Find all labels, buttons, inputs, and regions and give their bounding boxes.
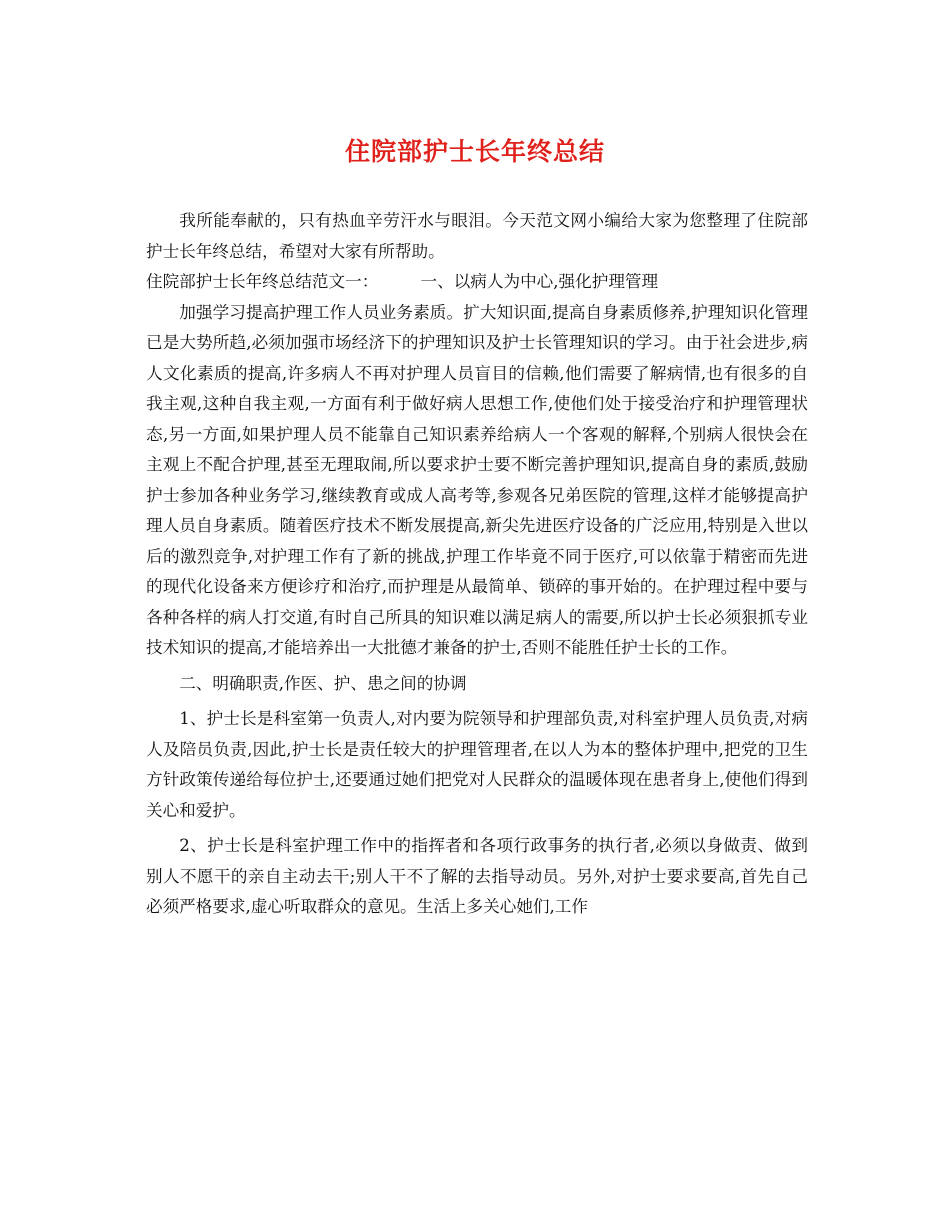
document-body [146,206,808,923]
document-title: 住院部护士长年终总结 [344,137,605,166]
section-1-heading: 一、以病人为中心,强化护理管理 [420,272,659,291]
sample-heading-line [146,267,808,298]
list-item-1: 1、护士长是科室第一负责人,对内要为院领导和护理部负责,对科室护理人员负责,对病人及陪员负责,因此,护士长是责任较大的护理管理者,在以人为本的整体护理中,把党的卫生方针政策传递给每位护士,还要通过她们把党对人民群众的温暖体现在患者身上,使他们得到关心和爱护。 [146,709,808,820]
list-item-2: 2、护士长是科室护理工作中的指挥者和各项行政事务的执行者,必须以身做责、做到别人不愿干的亲自主动去干;别人干不了解的去指导动员。另外,对护士要求要高,首先自己必须严格要求,虚心听取群众的意见。生活上多关心她们,工作 [146,836,808,916]
sample-label: 住院部护士长年终总结范文一： [146,272,379,291]
paragraph-1: 加强学习提高护理工作人员业务素质。扩大知识面,提高自身素质修养,护理知识化管理已是大势所趋,必须加强市场经济下的护理知识及护士长管理知识的学习。由于社会进步,病人文化素质的提高,许多病人不再对护理人员盲目的信赖,他们需要了解病情,也有很多的自我主观,这种自我主观,一方面有利于做好病人思想工作,使他们处于接受治疗和护理管理状态,另一方面,如果护理人员不能靠自己知识素养给病人一个客观的解释,个别病人很快会在主观上不配合护理,甚至无理取闹,所以要求护士要不断完善护理知识,提高自身的素质,鼓励护士参加各种业务学习,继续教育或成人高考等,参观各兄弟医院的管理,这样才能够提高护理人员自身素质。随着医疗技术不断发展提高,新尖先进医疗设备的广泛应用,特别是入世以后的激烈竞争,对护理工作有了新的挑战,护理工作毕竟不同于医疗,可以依靠于精密而先进的现代化设备来方便诊疗和治疗,而护理是从最简单、锁碎的事开始的。在护理过程中要与各种各样的病人打交道,有时自己所具的知识难以满足病人的需要,所以护士长必须狠抓专业技术知识的提高,才能培养出一大批德才兼备的护士,否则不能胜任护士长的工作。 [146,302,808,657]
intro-paragraph: 我所能奉献的，只有热血辛劳汗水与眼泪。今天范文网小编给大家为您整理了住院部护士长年终总结，希望对大家有所帮助。 [146,211,808,261]
section-2-heading: 二、明确职责,作医、护、患之间的协调 [179,673,467,693]
